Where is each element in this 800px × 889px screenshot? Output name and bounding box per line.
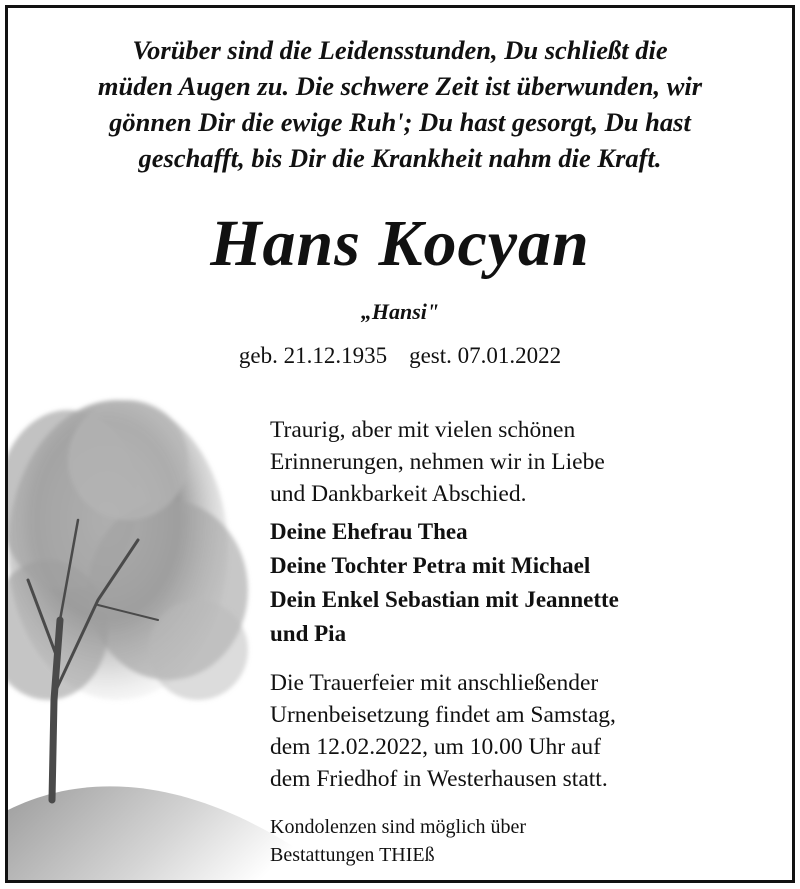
intro-line: Erinnerungen, nehmen wir in Liebe xyxy=(270,449,605,475)
condolence-line: Bestattungen THIEß xyxy=(270,844,435,866)
funeral-ceremony-info xyxy=(270,667,770,795)
condolence-info xyxy=(270,813,770,869)
birth-date: geb. 21.12.1935 xyxy=(238,343,388,368)
poem-line: geschafft, bis Dir die Krankheit nahm die Kraft. xyxy=(138,143,662,173)
deceased-name: Hans Kocyan xyxy=(210,207,590,280)
poem-line: Vorüber sind die Leidensstunden, Du schließt die xyxy=(132,35,668,65)
obituary-notice xyxy=(5,5,795,883)
life-dates xyxy=(8,343,792,369)
ceremony-line: dem Friedhof in Westerhausen statt. xyxy=(270,766,608,792)
memorial-poem xyxy=(8,32,792,176)
ceremony-line: Urnenbeisetzung findet am Samstag, xyxy=(270,702,616,728)
family-line: und Pia xyxy=(270,621,347,646)
deceased-nickname: „Hansi" xyxy=(360,299,440,324)
ceremony-line: Die Trauerfeier mit anschließender xyxy=(270,670,599,696)
poem-line: gönnen Dir die ewige Ruh'; Du hast gesorgt, Du hast xyxy=(109,107,691,137)
condolence-line: Kondolenzen sind möglich über xyxy=(270,816,527,838)
family-line: Deine Tochter Petra mit Michael xyxy=(270,553,591,578)
ceremony-line: dem 12.02.2022, um 10.00 Uhr auf xyxy=(270,734,601,760)
family-mourners xyxy=(270,515,770,651)
notice-text xyxy=(270,414,770,869)
poem-line: müden Augen zu. Die schwere Zeit ist überwunden, wir xyxy=(97,71,703,101)
intro-text xyxy=(270,414,770,510)
death-date: gest. 07.01.2022 xyxy=(409,343,562,368)
intro-line: und Dankbarkeit Abschied. xyxy=(270,481,527,507)
family-line: Deine Ehefrau Thea xyxy=(270,519,468,544)
family-line: Dein Enkel Sebastian mit Jeannette xyxy=(270,587,619,612)
intro-line: Traurig, aber mit vielen schönen xyxy=(270,417,576,443)
